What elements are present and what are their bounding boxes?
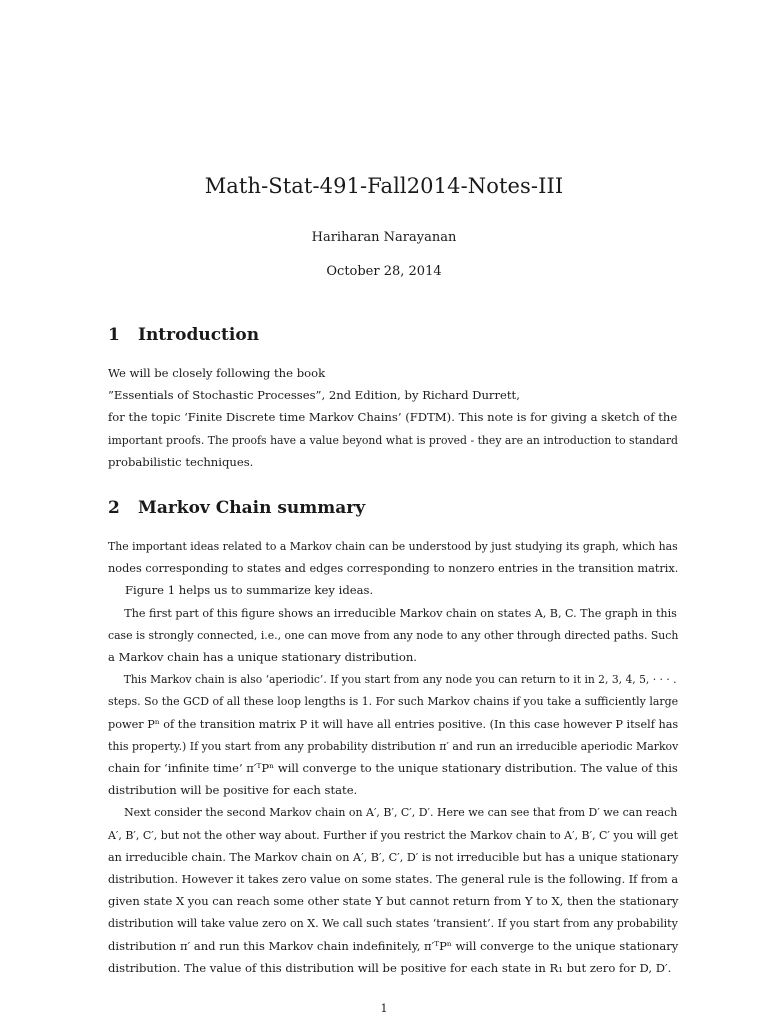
text-line: The first part of this figure shows an irreducible Markov chain on states A, B, C. The graph in this — [124, 605, 677, 620]
text-line: distribution. However it takes zero value on some states. The general rule is the following. If from a — [108, 872, 679, 887]
text-line: Next consider the second Markov chain on A′, B′, C′, D′. Here we can see that from D′ we can reach — [124, 805, 678, 820]
text-line: probabilistic techniques. — [108, 454, 254, 469]
text-line: We will be closely following the book — [108, 366, 326, 380]
text-line: The important ideas related to a Markov chain can be understood by just studying its graph, which has — [108, 539, 678, 553]
text-line: given state X you can reach some other state Y but cannot return from Y to X, then the stationary — [108, 894, 679, 909]
paper-title: Math-Stat-491-Fall2014-Notes-III — [204, 174, 564, 198]
text-line: This Markov chain is also ‘aperiodic’. If you start from any node you can return to it in 2, 3, 4, 5, · · · . — [123, 672, 677, 687]
section-title: Markov Chain summary — [138, 498, 366, 518]
markov-summary-body — [108, 535, 678, 979]
text-line: an irreducible chain. The Markov chain on A′, B′, C′, D′ is not irreducible but has a unique stationary — [108, 849, 679, 864]
text-line: A′, B′, C′, but not the other way about. Further if you restrict the Markov chain to A′, B′, C′ you will get — [108, 827, 679, 842]
text-line: steps. So the GCD of all these loop lengths is 1. For such Markov chains if you take a sufficiently large — [108, 694, 679, 709]
introduction-body — [108, 362, 678, 473]
text-line: ”Essentials of Stochastic Processes”, 2nd Edition, by Richard Durrett, — [108, 388, 520, 403]
text-line: case is strongly connected, i.e., one can move from any node to any other through directed paths. Such — [108, 627, 679, 642]
text-line: a Markov chain has a unique stationary distribution. — [108, 650, 417, 665]
section-number: 1 — [108, 325, 120, 345]
publication-date: October 28, 2014 — [326, 264, 442, 279]
author-name: Hariharan Narayanan — [311, 230, 457, 245]
text-line: chain for ‘infinite time’ π′ᵀPⁿ will converge to the unique stationary distribution. The value of this — [108, 761, 678, 776]
text-line: this property.) If you start from any probability distribution π′ and run an irreducible aperiodic Markov — [108, 738, 679, 753]
text-line: distribution π′ and run this Markov chain indefinitely, π′ᵀPⁿ will converge to the unique stationary — [108, 938, 679, 953]
section-number: 2 — [108, 498, 120, 518]
page-number: 1 — [380, 1002, 388, 1015]
text-line: distribution will be positive for each state. — [108, 783, 358, 798]
text-line: distribution will take value zero on X. We call such states ‘transient’. If you start from any probability — [108, 916, 678, 931]
text-line: power Pⁿ of the transition matrix P it will have all entries positive. (In this case however P itself has — [108, 716, 679, 731]
text-line: distribution. The value of this distribution will be positive for each state in R₁ but zero for D, D′. — [108, 960, 672, 975]
text-line: important proofs. The proofs have a value beyond what is proved - they are an introduction to standard — [108, 432, 678, 447]
text-line: for the topic ‘Finite Discrete time Markov Chains’ (FDTM). This note is for giving a sketch of the — [108, 410, 678, 425]
text-line: Figure 1 helps us to summarize key ideas. — [125, 583, 374, 598]
section-heading-introduction — [108, 325, 259, 345]
section-title: Introduction — [138, 325, 260, 345]
text-line: nodes corresponding to states and edges corresponding to nonzero entries in the transition matrix. — [108, 561, 679, 576]
section-heading-markov-chain-summary — [108, 498, 365, 518]
